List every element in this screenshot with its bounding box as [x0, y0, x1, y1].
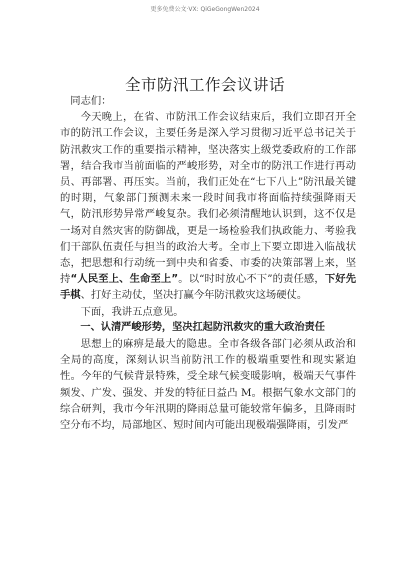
document-body [60, 93, 356, 433]
salutation: 同志们： [70, 95, 112, 107]
paragraph-1-bold-slogan: “人民至上、生命至上” [70, 273, 179, 286]
paragraph-3: 思想上的麻痹是最大的隐患。全市各级各部门必须从政治和全局的高度，深刻认识当前防汛工作的极端重要性和现实紧迫性。今年的气候背景特殊，受全球气候变暖影响，极端天气事件频发、广发、强发、并发的特征日益凸 M。根据气象水文部门的综合研判，我市今年汛期的降雨总量可能较常年偏多，且降雨时空分布不均，局部地区、短时间内可能出现极端强降雨，引发严 [60, 338, 356, 432]
watermark-text: 更多免费公文·VX: QiGeGongWen2024 [150, 6, 260, 13]
paragraph-1-text-a: 今天晚上，在省、市防汛工作会议结束后，我们立即召开全市的防汛工作会议，主要任务是深入学习贯彻习近平总书记关于防汛救灾工作的重要指示精神，坚决落实上级党委政府的工作部署，结合我市当前面临的严峻形势，对全市的防汛工作进行再动员、再部署、再压实。当前，我们正处在“七下八上”防汛最关键的时期，气象部门预测未来一段时间我市将面临持续强降雨天气，防汛形势异常严峻复杂。我们必须清醒地认识到，这不仅是一场对自然灾害的防御战，更是一场检验我们执政能力、考验我们干部队伍责任与担当的政治大考。全市上下要立即进入临战状态，把思想和行动统一到中央和省委、市委的决策部署上来，坚持 [60, 111, 356, 286]
paragraph-1-bold-phrase: 下好先手棋 [60, 273, 357, 302]
document-title: 全市防汛工作会议讲话 [124, 76, 285, 94]
paragraph-1-text-b: 。以“时时放心不下”的责任感， [178, 273, 325, 286]
paragraph-1 [60, 109, 356, 303]
paragraph-2: 下面，我讲五点意见。 [80, 305, 184, 318]
section-heading-1: 一、认清严峻形势，坚决扛起防汛救灾的重大政治责任 [80, 321, 325, 333]
paragraph-1-text-c: 、打好主动仗，坚决打赢今年防汛救灾这场硬仗。 [80, 289, 308, 302]
